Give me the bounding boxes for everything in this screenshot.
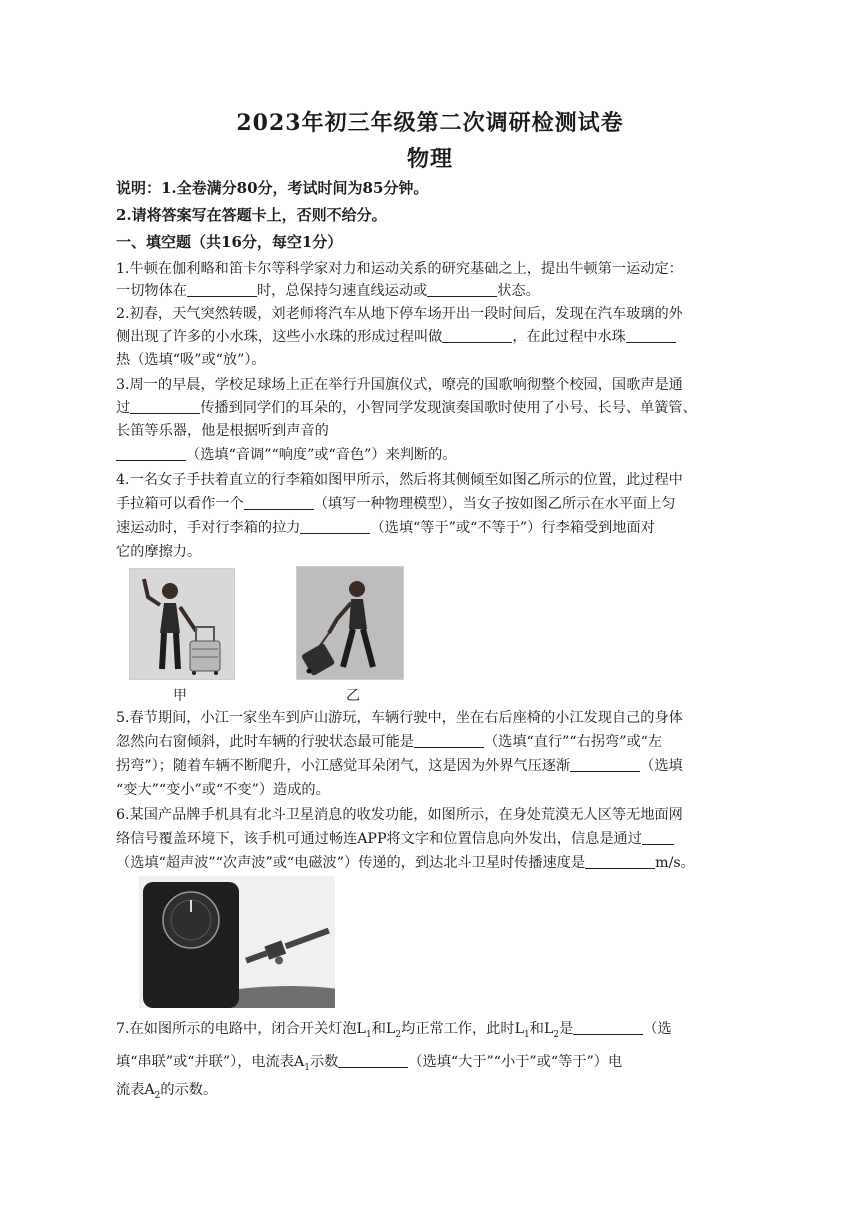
phone-satellite-figure xyxy=(139,876,335,1008)
conjunction: 和 xyxy=(529,1021,544,1037)
q7-line-2 xyxy=(116,1052,740,1078)
subscript: 2 xyxy=(395,1029,402,1040)
q6-text-a: 络信号覆盖环境下，该手机可通过畅连APP将文字和位置信息向外发出，信息是通过 xyxy=(116,831,642,847)
q3-line-2 xyxy=(116,398,740,418)
q7-text-d: （选 xyxy=(643,1021,672,1037)
q7-text-a: 流表 xyxy=(116,1082,145,1098)
q2-line-3: 热（选填“吸”或“放”）。 xyxy=(116,352,266,368)
answer-blank xyxy=(414,733,484,748)
q4-line-2 xyxy=(116,494,740,514)
q2-line-2 xyxy=(116,327,740,347)
q5-text-a: 忽然向右窗倾斜，此时车辆的行驶状态最可能是 xyxy=(116,734,414,750)
answer-blank xyxy=(116,446,186,461)
q6-line-2 xyxy=(116,829,740,849)
lamp-symbol: L xyxy=(356,1021,366,1037)
q5-text-b: （选填“直行”“右拐弯”或“左 xyxy=(483,734,663,750)
q1-line-2 xyxy=(116,281,740,301)
subscript: 1 xyxy=(304,1062,310,1073)
subject-title: 物理 xyxy=(406,146,453,172)
q3-line-3: 长笛等乐器，他是根据听到声音的 xyxy=(116,423,329,439)
lamp-symbol: L xyxy=(385,1021,396,1037)
q7-text-c: （选填“大于”“小于”或“等于”）电 xyxy=(408,1054,623,1070)
q5-line-3 xyxy=(116,756,740,776)
q7-line-3 xyxy=(116,1080,740,1106)
q7-text-a: 填“串联”或“并联”），电流表 xyxy=(116,1054,294,1070)
answer-blank xyxy=(570,757,640,772)
section-heading: 一、填空题（共16分，每空1分） xyxy=(116,233,343,251)
q2-text-b: ，在此过程中水珠 xyxy=(512,329,626,345)
q4-line-4: 它的摩擦力。 xyxy=(116,544,202,560)
answer-blank xyxy=(585,854,655,869)
ammeter-symbol: A xyxy=(144,1082,155,1098)
q4-line-1: 4.一名女子手扶着直立的行李箱如图甲所示，然后将其侧倾至如图乙所示的位置，此过程中 xyxy=(116,472,683,488)
woman-luggage-figure-a xyxy=(129,568,235,680)
figure-a-caption: 甲 xyxy=(173,688,187,704)
q5-text-a: 拐弯”）；随着车辆不断爬升，小江感觉耳朵闭气，这是因为外界气压逐渐 xyxy=(116,758,571,774)
q3-text-b: 传播到同学们的耳朵的，小智同学发现演奏国歌时使用了小号、长号、单簧管、 xyxy=(200,400,697,416)
q7-text-b: 示数 xyxy=(309,1054,339,1070)
answer-blank xyxy=(442,328,512,343)
answer-blank xyxy=(573,1020,643,1035)
q1-text-b: 时，总保持匀速直线运动或 xyxy=(256,283,428,299)
q7-text-c: 是 xyxy=(559,1021,574,1037)
ammeter-symbol: A xyxy=(293,1054,305,1070)
q7-text-b: 均正常工作，此时 xyxy=(401,1021,515,1037)
q2-text-a: 侧出现了许多的小水珠，这些小水珠的形成过程叫做 xyxy=(116,329,443,345)
subscript: 2 xyxy=(154,1090,161,1101)
q3-text-a: 过 xyxy=(116,400,131,416)
q6-line-3 xyxy=(116,853,740,873)
note-line-1: 说明：1.全卷满分80分，考试时间为85分钟。 xyxy=(116,179,429,197)
conjunction: 和 xyxy=(371,1021,386,1037)
subscript: 1 xyxy=(524,1029,530,1040)
q3-text-b: （选填“音调”“响度”或“音色”）来判断的。 xyxy=(186,447,457,463)
q2-line-1: 2.初春，天气突然转暖，刘老师将汽车从地下停车场开出一段时间后，发现在汽车玻璃的外 xyxy=(116,306,683,322)
note-line-2: 2.请将答案写在答题卡上，否则不给分。 xyxy=(116,206,387,224)
subscript: 1 xyxy=(365,1029,372,1040)
q5-text-b: （选填 xyxy=(640,758,683,774)
q3-line-1: 3.周一的早晨，学校足球场上正在举行升国旗仪式，嘹亮的国歌响彻整个校园，国歌声是通 xyxy=(116,377,683,393)
answer-blank xyxy=(130,399,200,414)
q3-line-4 xyxy=(116,445,740,465)
q5-line-1: 5.春节期间，小江一家坐车到庐山游玩，车辆行驶中，坐在右后座椅的小江发现自己的身体 xyxy=(116,710,683,726)
q4-line-3 xyxy=(116,518,740,538)
answer-blank xyxy=(338,1053,408,1068)
q6-text-a: （选填“超声波”“次声波”或“电磁波”）传递的，到达北斗卫星时传播速度是 xyxy=(116,855,586,871)
q5-line-4: “变大”“变小”或“不变”）造成的。 xyxy=(116,782,330,798)
q4-text-a: 速运动时，手对行李箱的拉力 xyxy=(116,520,301,536)
q1-text-c: 状态。 xyxy=(497,283,540,299)
q7-text-b: 的示数。 xyxy=(160,1082,218,1098)
answer-blank xyxy=(427,282,497,297)
q4-text-b: （选填“等于”或“不等于”）行李箱受到地面对 xyxy=(370,520,655,536)
lamp-symbol: L xyxy=(543,1021,554,1037)
q1-line-1: 1.牛顿在伽利略和笛卡尔等科学家对力和运动关系的研究基础之上，提出牛顿第一运动定： xyxy=(116,261,683,277)
figure-b-caption: 乙 xyxy=(346,688,360,704)
answer-blank xyxy=(642,830,674,845)
answer-blank xyxy=(300,519,370,534)
q4-text-a: 手拉箱可以看作一个 xyxy=(116,496,244,512)
answer-blank xyxy=(626,328,676,343)
page-title: 2023年初三年级第二次调研检测试卷 xyxy=(236,110,624,136)
q6-text-b: m/s。 xyxy=(655,855,695,871)
answer-blank xyxy=(187,282,257,297)
woman-luggage-figure-b xyxy=(296,566,404,680)
lamp-symbol: L xyxy=(514,1021,524,1037)
q7-text-a: 7.在如图所示的电路中，闭合开关灯泡 xyxy=(116,1021,357,1037)
q1-text-a: 一切物体在 xyxy=(116,283,187,299)
q4-text-b: （填写一种物理模型），当女子按如图乙所示在水平面上匀 xyxy=(313,496,676,512)
q7-line-1 xyxy=(116,1019,740,1045)
answer-blank xyxy=(244,495,314,510)
q6-line-1: 6.某国产品牌手机具有北斗卫星消息的收发功能，如图所示，在身处荒漠无人区等无地面网 xyxy=(116,807,683,823)
q5-line-2 xyxy=(116,732,740,752)
subscript: 2 xyxy=(553,1029,560,1040)
